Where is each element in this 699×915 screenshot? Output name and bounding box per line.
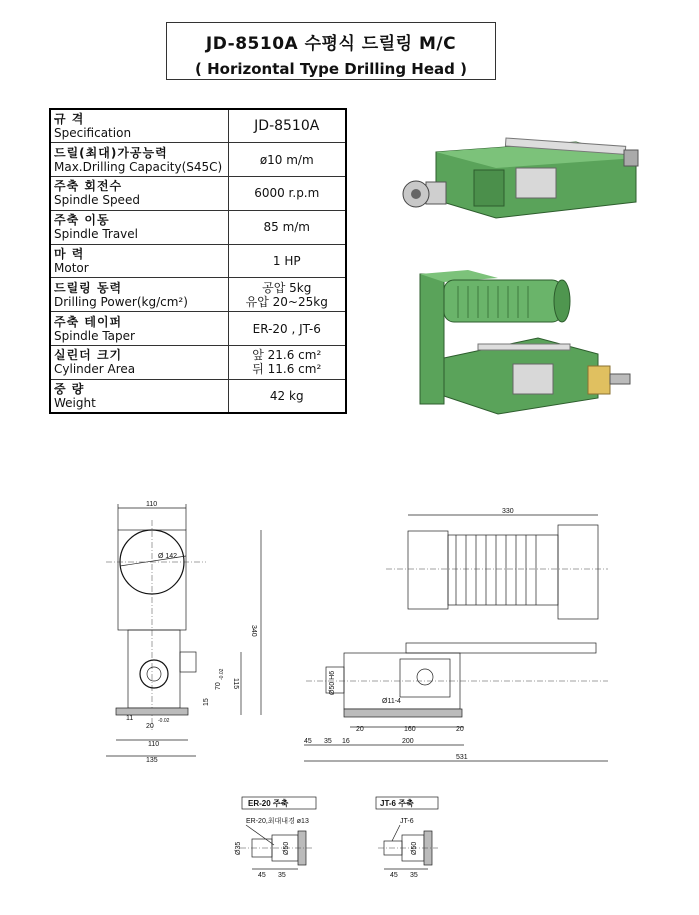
side-view-drawing xyxy=(96,500,276,770)
spec-header-ko: 규 격 xyxy=(54,112,85,127)
dim-340: 340 xyxy=(250,625,257,637)
drilling-head-photo xyxy=(386,130,662,230)
dim-45: 45 xyxy=(304,738,312,745)
spec-value: 앞 21.6 cm² xyxy=(252,348,322,363)
dim-phi142: Ø 142 xyxy=(158,553,178,560)
dim-35: 35 xyxy=(324,738,332,745)
spec-key-ko: 중 량 xyxy=(54,382,85,397)
spec-row xyxy=(50,210,346,244)
spec-key-en: Spindle Speed xyxy=(54,193,140,208)
spec-row xyxy=(50,379,346,413)
er20-spindle-drawing xyxy=(224,795,334,880)
spec-value: ER-20 , JT-6 xyxy=(228,312,346,346)
spec-row xyxy=(50,177,346,211)
spec-key-ko: 드릴링 동력 xyxy=(54,280,123,295)
spec-table xyxy=(49,108,347,414)
spec-key-ko: 주축 테이퍼 xyxy=(54,314,123,329)
spec-key-en: Motor xyxy=(54,261,89,276)
er20-d35: Ø35 xyxy=(235,841,242,855)
er20-note: ER-20,최대내경 ø13 xyxy=(246,818,309,825)
spec-row xyxy=(50,278,346,312)
front-view-drawing xyxy=(286,505,616,770)
jt6-d50: Ø50 xyxy=(411,841,418,855)
dim-15: 15 xyxy=(203,698,210,706)
spec-key-ko: 주축 이동 xyxy=(54,213,110,228)
jt6-note: JT-6 xyxy=(400,818,414,825)
spec-value: ø10 m/m xyxy=(228,143,346,177)
spec-key-en: Drilling Power(kg/cm²) xyxy=(54,294,188,309)
dim-330: 330 xyxy=(502,508,514,515)
spec-row xyxy=(50,244,346,278)
spec-header-row xyxy=(50,109,346,143)
er20-l45: 45 xyxy=(258,872,266,879)
spec-value: 1 HP xyxy=(228,244,346,278)
er20-d50: Ø50 xyxy=(283,841,290,855)
dim-phi50: Ø50 H6 xyxy=(329,670,336,695)
spec-value: 85 m/m xyxy=(228,210,346,244)
spec-model: JD-8510A xyxy=(228,109,346,143)
dim-160: 160 xyxy=(404,726,416,733)
er20-l35: 35 xyxy=(278,872,286,879)
jt6-l35: 35 xyxy=(410,872,418,879)
spec-key-ko: 실린더 크기 xyxy=(54,348,123,363)
spec-value-2: 뒤 11.6 cm² xyxy=(252,362,322,377)
jt6-label: JT-6 주축 xyxy=(380,799,414,808)
spec-row xyxy=(50,143,346,177)
spec-key-en: Spindle Taper xyxy=(54,328,135,343)
er20-label: ER-20 주축 xyxy=(248,799,289,808)
dim-tol-a: -0.02 xyxy=(219,668,225,680)
spec-header-key xyxy=(50,109,228,143)
spec-value: 공압 5kg xyxy=(262,280,312,295)
dim-11: 11 xyxy=(126,715,134,722)
dim-110-top: 110 xyxy=(146,501,158,508)
dim-tol-b: -0.02 xyxy=(158,718,170,724)
spec-key-ko: 주축 회전수 xyxy=(54,179,123,194)
spec-value-2: 유압 20~25kg xyxy=(245,294,328,309)
spec-row xyxy=(50,312,346,346)
page-subtitle: ( Horizontal Type Drilling Head ) xyxy=(195,60,467,78)
spec-key-en: Spindle Travel xyxy=(54,227,138,242)
spec-header-en: Specification xyxy=(54,126,132,141)
dim-110-bottom: 110 xyxy=(148,741,160,748)
dim-20a: 20 xyxy=(356,726,364,733)
dim-20: 20 xyxy=(146,723,154,730)
spec-value: 6000 r.p.m xyxy=(228,177,346,211)
dim-20b: 20 xyxy=(456,726,464,733)
dim-135: 135 xyxy=(146,757,158,764)
page-title: JD-8510A 수평식 드릴링 M/C xyxy=(205,34,457,54)
drilling-machine-photo xyxy=(418,268,636,418)
spec-key-en: Cylinder Area xyxy=(54,362,136,377)
dim-115: 115 xyxy=(232,678,239,690)
title-box xyxy=(166,22,496,80)
dim-16: 16 xyxy=(342,738,350,745)
jt6-spindle-drawing xyxy=(372,795,462,880)
spec-key-ko: 드릴(최대)가공능력 xyxy=(54,145,168,160)
spec-row xyxy=(50,346,346,380)
dim-200: 200 xyxy=(402,738,414,745)
spec-value: 42 kg xyxy=(228,379,346,413)
spec-key-ko: 마 력 xyxy=(54,247,85,262)
dim-70: 70 xyxy=(215,682,222,690)
dim-phi11: Ø11-4 xyxy=(382,698,401,705)
dim-531: 531 xyxy=(456,754,468,761)
jt6-l45: 45 xyxy=(390,872,398,879)
spec-key-en: Weight xyxy=(54,396,96,411)
spec-key-en: Max.Drilling Capacity(S45C) xyxy=(54,159,223,174)
